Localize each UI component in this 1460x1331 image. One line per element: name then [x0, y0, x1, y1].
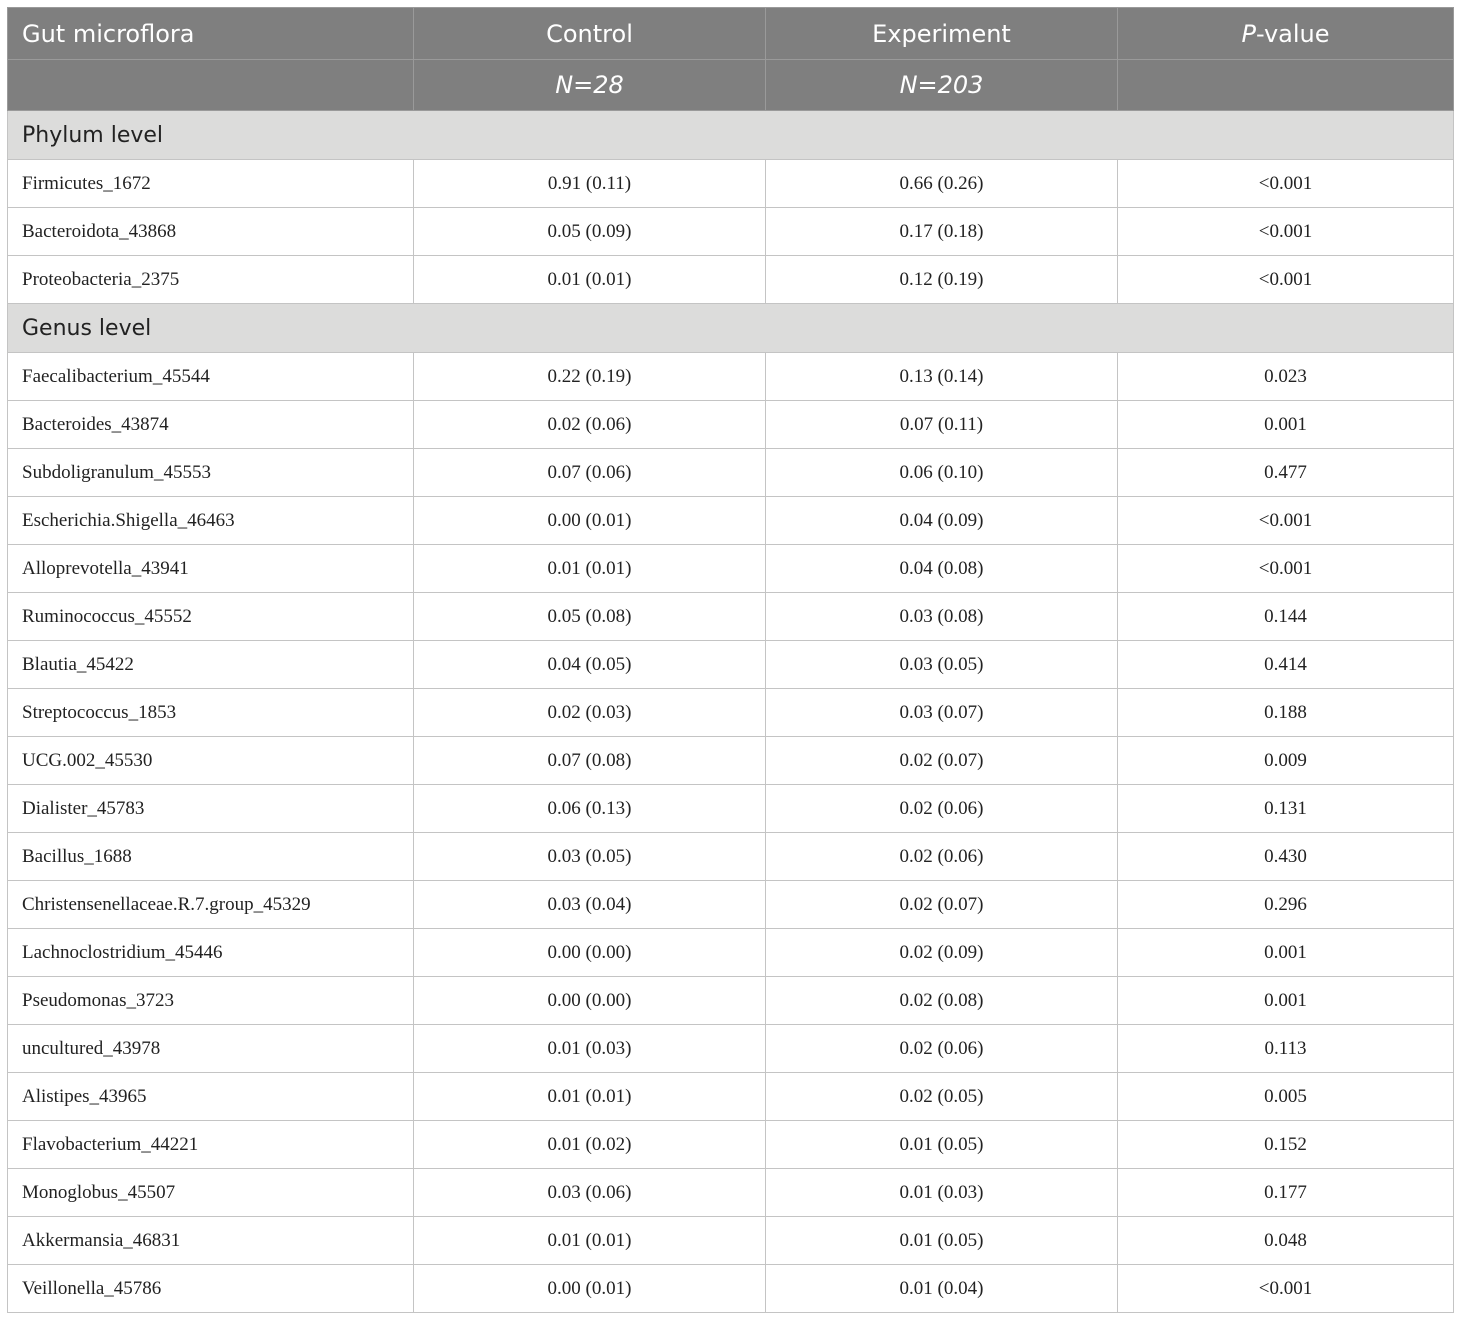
cell-taxon-name: Dialister_45783: [8, 785, 414, 833]
cell-control-value: 0.04 (0.05): [414, 641, 766, 689]
table-row: [8, 881, 1454, 929]
cell-p-value: 0.430: [1118, 833, 1454, 881]
table-row: [8, 208, 1454, 256]
cell-experiment-value: 0.04 (0.08): [766, 545, 1118, 593]
cell-experiment-value: 0.03 (0.07): [766, 689, 1118, 737]
cell-experiment-value: 0.01 (0.05): [766, 1121, 1118, 1169]
table-header: [8, 8, 1454, 111]
header-empty-cell: [1118, 60, 1454, 111]
cell-p-value: <0.001: [1118, 160, 1454, 208]
table-row: [8, 256, 1454, 304]
cell-experiment-value: 0.06 (0.10): [766, 449, 1118, 497]
table-row: [8, 1025, 1454, 1073]
cell-taxon-name: Christensenellaceae.R.7.group_45329: [8, 881, 414, 929]
table-row: [8, 929, 1454, 977]
table-row: [8, 689, 1454, 737]
cell-experiment-value: 0.03 (0.08): [766, 593, 1118, 641]
cell-p-value: 0.001: [1118, 977, 1454, 1025]
cell-taxon-name: Ruminococcus_45552: [8, 593, 414, 641]
section-label: Genus level: [8, 304, 1454, 353]
table-row: [8, 1121, 1454, 1169]
cell-p-value: 0.113: [1118, 1025, 1454, 1073]
table-row: [8, 977, 1454, 1025]
cell-control-value: 0.22 (0.19): [414, 353, 766, 401]
cell-taxon-name: Alloprevotella_43941: [8, 545, 414, 593]
cell-p-value: <0.001: [1118, 545, 1454, 593]
cell-experiment-value: 0.02 (0.08): [766, 977, 1118, 1025]
cell-control-value: 0.05 (0.09): [414, 208, 766, 256]
cell-control-value: 0.03 (0.06): [414, 1169, 766, 1217]
cell-p-value: 0.152: [1118, 1121, 1454, 1169]
cell-p-value: 0.296: [1118, 881, 1454, 929]
table-row: [8, 545, 1454, 593]
cell-experiment-value: 0.13 (0.14): [766, 353, 1118, 401]
cell-control-value: 0.07 (0.06): [414, 449, 766, 497]
cell-experiment-value: 0.04 (0.09): [766, 497, 1118, 545]
table-row: [8, 1169, 1454, 1217]
cell-p-value: <0.001: [1118, 497, 1454, 545]
cell-control-value: 0.00 (0.00): [414, 977, 766, 1025]
cell-control-value: 0.01 (0.01): [414, 1217, 766, 1265]
table-row: [8, 401, 1454, 449]
cell-p-value: 0.009: [1118, 737, 1454, 785]
section-label: Phylum level: [8, 111, 1454, 160]
cell-control-value: 0.01 (0.02): [414, 1121, 766, 1169]
cell-experiment-value: 0.02 (0.06): [766, 785, 1118, 833]
header-p-italic: P: [1241, 19, 1256, 48]
cell-control-value: 0.03 (0.05): [414, 833, 766, 881]
cell-p-value: 0.188: [1118, 689, 1454, 737]
cell-taxon-name: Akkermansia_46831: [8, 1217, 414, 1265]
table-row: [8, 641, 1454, 689]
table-row: [8, 160, 1454, 208]
table-row: [8, 1217, 1454, 1265]
cell-taxon-name: Streptococcus_1853: [8, 689, 414, 737]
header-empty-cell: [8, 60, 414, 111]
cell-taxon-name: Blautia_45422: [8, 641, 414, 689]
table-row: [8, 785, 1454, 833]
cell-taxon-name: uncultured_43978: [8, 1025, 414, 1073]
table-row: [8, 353, 1454, 401]
cell-p-value: 0.477: [1118, 449, 1454, 497]
cell-control-value: 0.01 (0.03): [414, 1025, 766, 1073]
cell-control-value: 0.01 (0.01): [414, 256, 766, 304]
microflora-table: [7, 7, 1454, 1313]
cell-taxon-name: Flavobacterium_44221: [8, 1121, 414, 1169]
cell-p-value: 0.144: [1118, 593, 1454, 641]
section-row: [8, 111, 1454, 160]
cell-taxon-name: Monoglobus_45507: [8, 1169, 414, 1217]
cell-control-value: 0.06 (0.13): [414, 785, 766, 833]
cell-experiment-value: 0.03 (0.05): [766, 641, 1118, 689]
table-body: [8, 111, 1454, 1313]
cell-taxon-name: Pseudomonas_3723: [8, 977, 414, 1025]
cell-p-value: 0.001: [1118, 401, 1454, 449]
cell-taxon-name: Alistipes_43965: [8, 1073, 414, 1121]
cell-control-value: 0.03 (0.04): [414, 881, 766, 929]
cell-control-value: 0.00 (0.01): [414, 1265, 766, 1313]
cell-control-value: 0.00 (0.00): [414, 929, 766, 977]
cell-control-value: 0.91 (0.11): [414, 160, 766, 208]
cell-control-value: 0.01 (0.01): [414, 545, 766, 593]
cell-taxon-name: Firmicutes_1672: [8, 160, 414, 208]
cell-p-value: <0.001: [1118, 208, 1454, 256]
cell-p-value: 0.023: [1118, 353, 1454, 401]
header-control: Control: [414, 8, 766, 60]
table-row: [8, 737, 1454, 785]
cell-experiment-value: 0.01 (0.05): [766, 1217, 1118, 1265]
cell-experiment-value: 0.66 (0.26): [766, 160, 1118, 208]
cell-taxon-name: Bacteroides_43874: [8, 401, 414, 449]
cell-taxon-name: Proteobacteria_2375: [8, 256, 414, 304]
table-row: [8, 1265, 1454, 1313]
cell-p-value: 0.177: [1118, 1169, 1454, 1217]
cell-experiment-value: 0.01 (0.04): [766, 1265, 1118, 1313]
header-experiment: Experiment: [766, 8, 1118, 60]
header-n-control: N=28: [414, 60, 766, 111]
cell-control-value: 0.01 (0.01): [414, 1073, 766, 1121]
cell-experiment-value: 0.17 (0.18): [766, 208, 1118, 256]
cell-p-value: 0.414: [1118, 641, 1454, 689]
cell-taxon-name: Subdoligranulum_45553: [8, 449, 414, 497]
table-row: [8, 833, 1454, 881]
cell-experiment-value: 0.12 (0.19): [766, 256, 1118, 304]
cell-p-value: 0.131: [1118, 785, 1454, 833]
table-row: [8, 449, 1454, 497]
cell-taxon-name: Bacteroidota_43868: [8, 208, 414, 256]
cell-taxon-name: Veillonella_45786: [8, 1265, 414, 1313]
cell-control-value: 0.02 (0.06): [414, 401, 766, 449]
cell-experiment-value: 0.02 (0.07): [766, 737, 1118, 785]
header-n-experiment: N=203: [766, 60, 1118, 111]
cell-experiment-value: 0.02 (0.09): [766, 929, 1118, 977]
cell-experiment-value: 0.02 (0.05): [766, 1073, 1118, 1121]
cell-taxon-name: Lachnoclostridium_45446: [8, 929, 414, 977]
section-row: [8, 304, 1454, 353]
cell-control-value: 0.07 (0.08): [414, 737, 766, 785]
cell-taxon-name: Faecalibacterium_45544: [8, 353, 414, 401]
cell-experiment-value: 0.02 (0.06): [766, 833, 1118, 881]
cell-p-value: 0.048: [1118, 1217, 1454, 1265]
cell-control-value: 0.02 (0.03): [414, 689, 766, 737]
cell-p-value: 0.001: [1118, 929, 1454, 977]
table-row: [8, 593, 1454, 641]
table-row: [8, 1073, 1454, 1121]
cell-p-value: 0.005: [1118, 1073, 1454, 1121]
cell-experiment-value: 0.02 (0.07): [766, 881, 1118, 929]
cell-p-value: <0.001: [1118, 1265, 1454, 1313]
cell-control-value: 0.00 (0.01): [414, 497, 766, 545]
cell-experiment-value: 0.01 (0.03): [766, 1169, 1118, 1217]
header-p-rest: -value: [1255, 19, 1330, 48]
cell-control-value: 0.05 (0.08): [414, 593, 766, 641]
header-gut-microflora: Gut microflora: [8, 8, 414, 60]
cell-experiment-value: 0.07 (0.11): [766, 401, 1118, 449]
cell-taxon-name: UCG.002_45530: [8, 737, 414, 785]
cell-taxon-name: Escherichia.Shigella_46463: [8, 497, 414, 545]
cell-p-value: <0.001: [1118, 256, 1454, 304]
cell-experiment-value: 0.02 (0.06): [766, 1025, 1118, 1073]
header-p-value: [1118, 8, 1454, 60]
cell-taxon-name: Bacillus_1688: [8, 833, 414, 881]
table-row: [8, 497, 1454, 545]
